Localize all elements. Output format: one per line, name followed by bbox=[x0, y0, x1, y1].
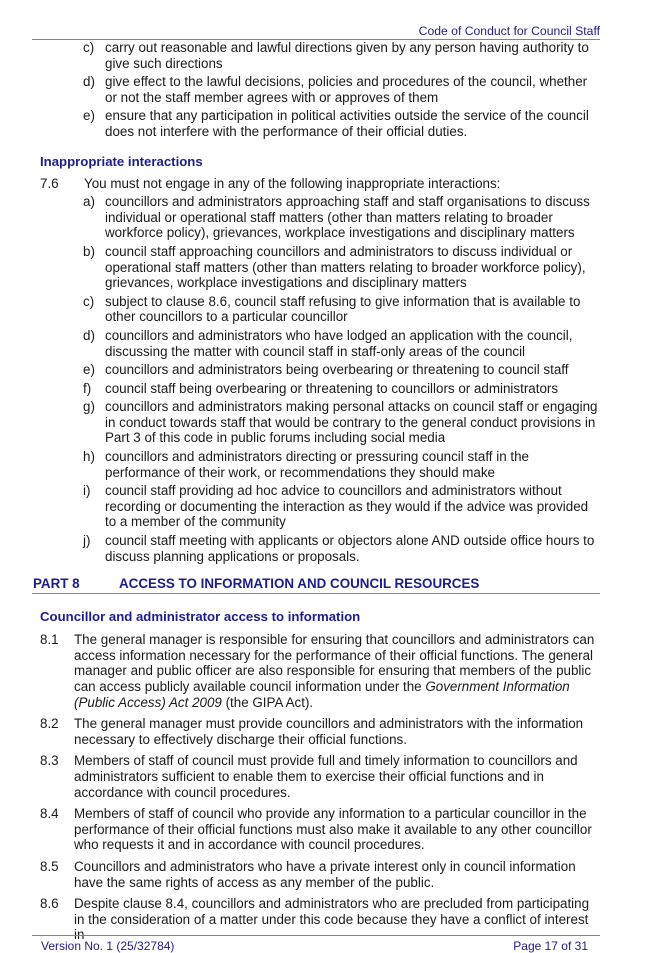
page-footer bbox=[32, 935, 600, 953]
clause-number: 8.3 bbox=[40, 753, 59, 769]
clause-8-5: 8.5 Councillors and administrators who have a private interest only in council information have the same rights of access as any member of the public. bbox=[40, 858, 576, 890]
section-heading-access-to-information: Councillor and administrator access to information bbox=[40, 609, 361, 625]
act-title: Government Information (Public Access) Act 2009 bbox=[74, 679, 570, 710]
list-item: f) council staff being overbearing or threatening to councillors or administrators bbox=[83, 380, 559, 396]
part-title: ACCESS TO INFORMATION AND COUNCIL RESOURCES bbox=[119, 576, 480, 592]
clause-8-3: 8.3 Members of staff of council must provide full and timely information to councillors and administrators sufficient to enable them to exercise their official functions and in accordance with council procedures. bbox=[40, 753, 578, 800]
clause-number: 8.4 bbox=[40, 806, 59, 822]
list-item: i) council staff providing ad hoc advice to councillors and administrators without recording or documenting the interaction as they would if the advice was provided to a member of the community bbox=[83, 483, 589, 530]
page-header bbox=[32, 24, 600, 40]
clause-7-6 bbox=[40, 176, 600, 192]
part-heading bbox=[32, 576, 600, 594]
clause-8-1: 8.1 The general manager is responsible for ensuring that councillors and administrators can access information necessary for the performance of their official functions. The general manager and public officer are also responsible for ensuring that members of the public can access publicly available council information under the Government Information (Public Access) Act 2009 (the GIPA Act). bbox=[40, 632, 595, 710]
inappropriate-interactions-list bbox=[40, 194, 600, 564]
page-content bbox=[33, 40, 600, 949]
clause-number: 8.1 bbox=[40, 632, 59, 648]
clause-8-4: 8.4 Members of staff of council who provide any information to a particular councillor in the performance of their official functions must also make it available to any other councillor who requests it and in accordance with council procedures. bbox=[40, 806, 592, 853]
list-item: e) ensure that any participation in political activities outside the service of the council does not interfere with the performance of their official duties. bbox=[83, 108, 589, 139]
clause-8-2: 8.2 The general manager must provide councillors and administrators with the information necessary to effectively discharge their official functions. bbox=[40, 716, 584, 747]
continued-list bbox=[40, 40, 600, 140]
clause-number: 8.2 bbox=[40, 716, 59, 732]
list-item: d) councillors and administrators who have lodged an application with the council, discussing the matter with council staff in staff-only areas of the council bbox=[83, 327, 573, 359]
list-item: j) council staff meeting with applicants or objectors alone AND outside office hours to discuss planning applications or proposals. bbox=[83, 533, 595, 564]
list-item: d) give effect to the lawful decisions, policies and procedures of the council, whether or not the staff member agrees with or approves of them bbox=[83, 74, 588, 105]
list-item: c) carry out reasonable and lawful directions given by any person having authority to give such directions bbox=[83, 40, 589, 71]
clause-text: You must not engage in any of the following inappropriate interactions: bbox=[84, 175, 501, 191]
clause-number: 8.6 bbox=[40, 896, 59, 912]
list-item: g) councillors and administrators making personal attacks on council staff or engaging in conduct towards staff that would be contrary to the general conduct provisions in Part 3 of this code in public forums including social media bbox=[83, 399, 598, 446]
part-number: PART 8 bbox=[33, 576, 80, 592]
section-heading-inappropriate-interactions: Inappropriate interactions bbox=[40, 153, 203, 169]
list-item: c) subject to clause 8.6, council staff refusing to give information that is available to other councillors to a particular councillor bbox=[83, 293, 581, 325]
clause-number: 8.5 bbox=[40, 858, 59, 874]
list-item: b) council staff approaching councillors and administrators to discuss individual or operational staff matters (other than matters relating to broader workforce policy), grievances, workplace investigations and disciplinary matters bbox=[83, 243, 586, 291]
clause-8-6: 8.6 Despite clause 8.4, councillors and administrators who are precluded from participating in the consideration of a matter under this code because they have a conflict of interest in bbox=[40, 896, 590, 943]
clause-number: 7.6 bbox=[40, 175, 59, 191]
list-item: e) councillors and administrators being overbearing or threatening to council staff bbox=[83, 362, 569, 378]
version-number: Version No. 1 (25/32784) bbox=[41, 939, 175, 953]
page-number: Page 17 of 31 bbox=[513, 939, 588, 953]
list-item: a) councillors and administrators approaching staff and staff organisations to discuss individual or operational staff matters (other than matters relating to broader workforce policy), grievances, workplace investigations and disciplinary matters bbox=[83, 194, 590, 241]
list-item: h) councillors and administrators directing or pressuring council staff in the performance of their work, or recommendations they should make bbox=[83, 449, 529, 480]
document-title: Code of Conduct for Council Staff bbox=[418, 24, 600, 38]
